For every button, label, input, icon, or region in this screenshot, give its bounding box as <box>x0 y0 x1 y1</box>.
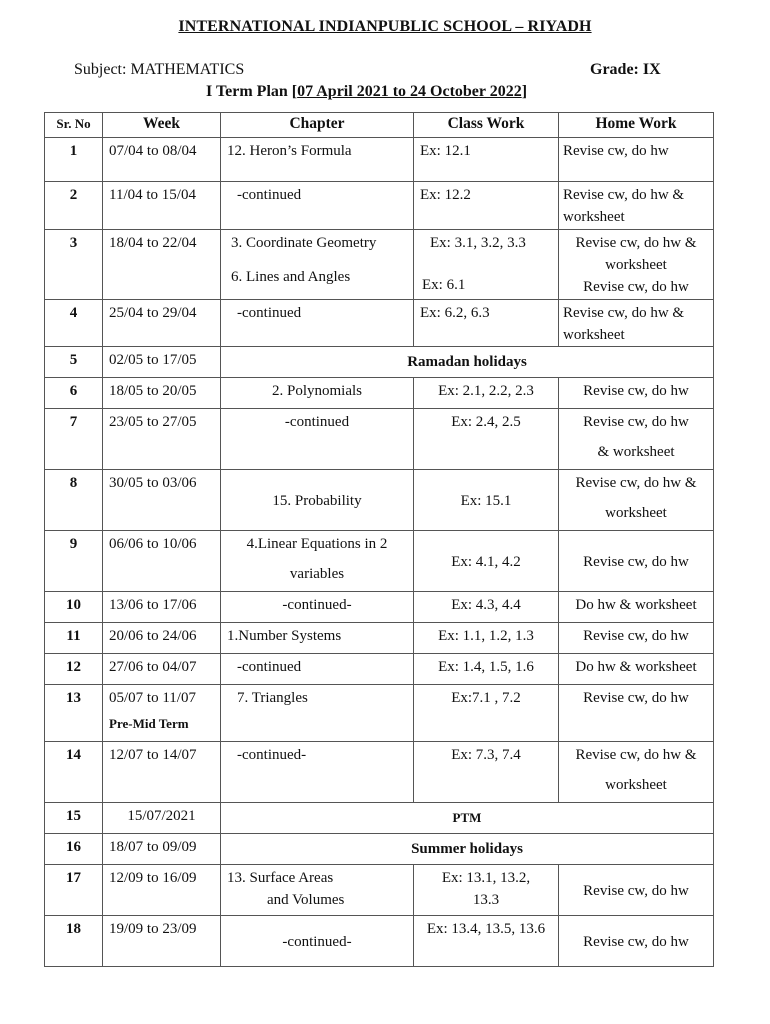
classwork-cell: Ex: 4.1, 4.2 <box>414 531 559 592</box>
table-row <box>45 531 714 592</box>
classwork-cell: Ex: 2.1, 2.2, 2.3 <box>414 378 559 409</box>
chapter-cell: 15. Probability <box>221 470 414 531</box>
week-cell: 18/05 to 20/05 <box>103 378 221 409</box>
homework-text-2: Revise cw, do hw <box>583 279 689 295</box>
week-cell: 19/09 to 23/09 <box>103 916 221 967</box>
classwork-cell: Ex: 13.4, 13.5, 13.6 <box>414 916 559 967</box>
classwork-text-2: Ex: 6.1 <box>422 277 466 293</box>
week-cell: 18/04 to 22/04 <box>103 230 221 300</box>
chapter-cell: 12. Heron’s Formula <box>221 138 414 182</box>
week-cell: 20/06 to 24/06 <box>103 623 221 654</box>
week-cell: 13/06 to 17/06 <box>103 592 221 623</box>
table-row <box>45 347 714 378</box>
table-row <box>45 230 714 300</box>
sr-no: 10 <box>45 592 103 623</box>
col-header-chapter: Chapter <box>221 113 414 138</box>
week-cell: 07/04 to 08/04 <box>103 138 221 182</box>
chapter-cell <box>221 865 414 916</box>
homework-cell: Revise cw, do hw & worksheet <box>559 300 714 347</box>
term-prefix: I Term Plan [ <box>206 83 298 100</box>
ptm-note: PTM <box>221 803 714 834</box>
week-cell <box>103 685 221 742</box>
week-text: 05/07 to 11/07 <box>109 690 196 706</box>
sr-no: 13 <box>45 685 103 742</box>
term-dates: 07 April 2021 to 24 October 2022 <box>297 83 522 100</box>
table-row <box>45 378 714 409</box>
chapter-cell <box>221 654 414 685</box>
table-row <box>45 803 714 834</box>
chapter-text: -continued <box>237 305 302 321</box>
table-row <box>45 916 714 967</box>
table-row <box>45 834 714 865</box>
sr-no: 1 <box>45 138 103 182</box>
sr-no: 18 <box>45 916 103 967</box>
sr-no: 8 <box>45 470 103 531</box>
classwork-cell: Ex: 12.1 <box>414 138 559 182</box>
chapter-text: -continued <box>237 187 302 203</box>
classwork-cell <box>414 865 559 916</box>
chapter-cell <box>221 230 414 300</box>
table-row <box>45 470 714 531</box>
sr-no: 14 <box>45 742 103 803</box>
chapter-cell: 1.Number Systems <box>221 623 414 654</box>
table-header-row <box>45 113 714 138</box>
week-cell: 12/09 to 16/09 <box>103 865 221 916</box>
table-row <box>45 742 714 803</box>
col-header-homework: Home Work <box>559 113 714 138</box>
week-cell: 30/05 to 03/06 <box>103 470 221 531</box>
chapter-text-2: 6. Lines and Angles <box>231 269 351 285</box>
subject-label: Subject: MATHEMATICS <box>74 61 245 78</box>
chapter-cell: -continued <box>221 409 414 470</box>
homework-cell: Revise cw, do hw <box>559 531 714 592</box>
sr-no: 16 <box>45 834 103 865</box>
sr-no: 9 <box>45 531 103 592</box>
chapter-text: -continued- <box>237 747 307 763</box>
week-cell: 11/04 to 15/04 <box>103 182 221 230</box>
classwork-cell: Ex: 7.3, 7.4 <box>414 742 559 803</box>
chapter-text: -continued <box>237 659 302 675</box>
homework-cell <box>559 470 714 531</box>
chapter-cell <box>221 531 414 592</box>
week-cell: 27/06 to 04/07 <box>103 654 221 685</box>
holiday-note: Summer holidays <box>221 834 714 865</box>
week-cell: 18/07 to 09/09 <box>103 834 221 865</box>
col-header-sr: Sr. No <box>45 113 103 138</box>
homework-text: Revise cw, do hw & worksheet <box>575 235 697 273</box>
table-row <box>45 865 714 916</box>
school-title: INTERNATIONAL INDIANPUBLIC SCHOOL – RIYADH <box>178 18 592 35</box>
table-row <box>45 623 714 654</box>
sr-no: 12 <box>45 654 103 685</box>
chapter-text: 3. Coordinate Geometry <box>231 235 377 251</box>
classwork-cell: Ex: 12.2 <box>414 182 559 230</box>
pre-mid-term-note: Pre-Mid Term <box>109 716 189 731</box>
grade-label: Grade: IX <box>590 61 661 78</box>
term-suffix: ] <box>521 83 528 100</box>
sr-no: 5 <box>45 347 103 378</box>
sr-no: 11 <box>45 623 103 654</box>
holiday-note: Ramadan holidays <box>221 347 714 378</box>
sr-no: 15 <box>45 803 103 834</box>
homework-text: Revise cw, do hw & <box>575 747 697 763</box>
table-row <box>45 409 714 470</box>
table-row <box>45 300 714 347</box>
classwork-cell <box>414 230 559 300</box>
homework-cell: Revise cw, do hw & worksheet <box>559 182 714 230</box>
chapter-text: 13. Surface Areas <box>227 870 334 886</box>
homework-cell <box>559 742 714 803</box>
col-header-week: Week <box>103 113 221 138</box>
chapter-text-2: variables <box>289 566 345 582</box>
sr-no: 3 <box>45 230 103 300</box>
term-plan-table <box>44 112 714 967</box>
classwork-cell: Ex: 2.4, 2.5 <box>414 409 559 470</box>
classwork-cell: Ex: 15.1 <box>414 470 559 531</box>
sr-no: 6 <box>45 378 103 409</box>
chapter-cell <box>221 300 414 347</box>
homework-cell <box>559 409 714 470</box>
week-cell: 25/04 to 29/04 <box>103 300 221 347</box>
homework-cell <box>559 230 714 300</box>
homework-cell: Revise cw, do hw <box>559 865 714 916</box>
chapter-text: 7. Triangles <box>237 690 308 706</box>
chapter-text: 4.Linear Equations in 2 <box>246 536 388 552</box>
chapter-cell: 2. Polynomials <box>221 378 414 409</box>
homework-cell: Revise cw, do hw <box>559 138 714 182</box>
sr-no: 7 <box>45 409 103 470</box>
homework-text-2: worksheet <box>605 505 667 521</box>
week-cell: 12/07 to 14/07 <box>103 742 221 803</box>
classwork-cell: Ex:7.1 , 7.2 <box>414 685 559 742</box>
week-cell: 06/06 to 10/06 <box>103 531 221 592</box>
homework-cell: Revise cw, do hw <box>559 378 714 409</box>
homework-cell: Revise cw, do hw <box>559 623 714 654</box>
classwork-text: Ex: 13.1, 13.2, <box>441 870 531 886</box>
homework-cell: Revise cw, do hw <box>559 685 714 742</box>
classwork-cell: Ex: 1.4, 1.5, 1.6 <box>414 654 559 685</box>
table-row <box>45 654 714 685</box>
chapter-cell <box>221 182 414 230</box>
table-row <box>45 685 714 742</box>
col-header-classwork: Class Work <box>414 113 559 138</box>
homework-text: Revise cw, do hw & <box>575 475 697 491</box>
chapter-text-2: and Volumes <box>267 892 345 908</box>
chapter-cell <box>221 742 414 803</box>
sr-no: 17 <box>45 865 103 916</box>
homework-text-2: worksheet <box>605 777 667 793</box>
table-row <box>45 182 714 230</box>
homework-text: Revise cw, do hw <box>583 414 689 430</box>
chapter-cell: -continued- <box>221 592 414 623</box>
homework-text-2: & worksheet <box>597 444 675 460</box>
homework-cell: Do hw & worksheet <box>559 592 714 623</box>
sr-no: 4 <box>45 300 103 347</box>
classwork-cell: Ex: 6.2, 6.3 <box>414 300 559 347</box>
homework-cell: Revise cw, do hw <box>559 916 714 967</box>
term-plan-heading <box>206 83 527 101</box>
chapter-cell: -continued- <box>221 916 414 967</box>
table-row <box>45 138 714 182</box>
week-cell: 23/05 to 27/05 <box>103 409 221 470</box>
sr-no: 2 <box>45 182 103 230</box>
classwork-text: Ex: 3.1, 3.2, 3.3 <box>430 235 526 251</box>
week-cell: 02/05 to 17/05 <box>103 347 221 378</box>
chapter-cell <box>221 685 414 742</box>
classwork-text-2: 13.3 <box>472 892 500 908</box>
table-row <box>45 592 714 623</box>
week-cell: 15/07/2021 <box>103 803 221 834</box>
classwork-cell: Ex: 4.3, 4.4 <box>414 592 559 623</box>
homework-cell: Do hw & worksheet <box>559 654 714 685</box>
classwork-cell: Ex: 1.1, 1.2, 1.3 <box>414 623 559 654</box>
